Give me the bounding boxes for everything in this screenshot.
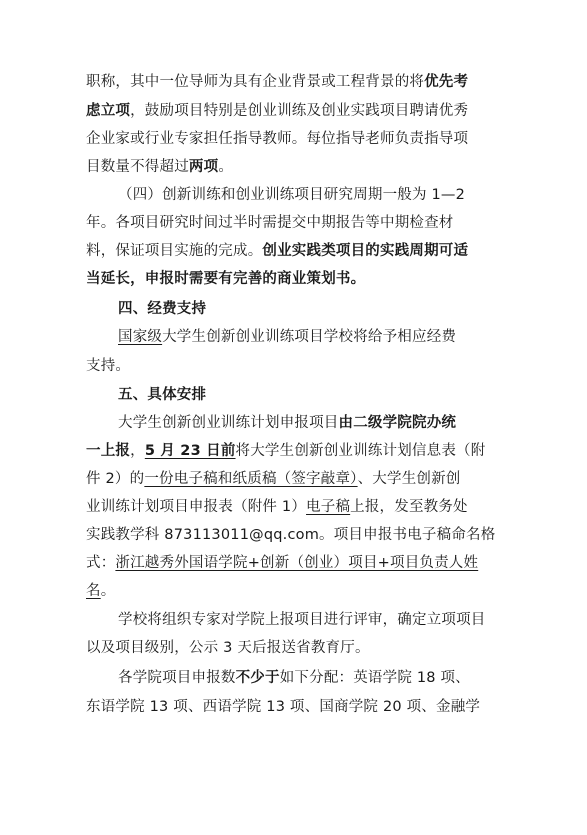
text-line (118, 413, 502, 433)
text-line (86, 441, 502, 461)
text-line: 学校将组织专家对学院上报项目进行评审，确定立项项目 (118, 612, 486, 628)
text-line (86, 157, 502, 177)
text-line: 年。各项目研究时间过半时需提交中期报告等中期检查材 (86, 215, 454, 231)
text-line (86, 497, 502, 517)
bold-text: 创业实践类项目的实践周期可适 (262, 243, 469, 259)
bold-text: 由二级学院院办统 (338, 415, 457, 431)
text-line: 支持。 (86, 358, 131, 374)
text-run: 目数量不得超过 (86, 159, 189, 175)
text-line: 以及项目级别，公示 3 天后报送省教育厅。 (86, 640, 370, 656)
text-run: ， (130, 443, 145, 459)
text-run: 式： (86, 555, 116, 571)
underlined-text: 名 (86, 583, 101, 599)
text-run: 职称，其中一位导师为具有企业背景或工程背景的将 (86, 74, 425, 90)
text-line (86, 101, 502, 121)
text-line (86, 72, 502, 92)
bold-text: 不少于 (235, 670, 280, 686)
text-line: 企业家或行业专家担任指导教师。每位指导老师负责指导项 (86, 131, 469, 147)
text-line (86, 241, 502, 261)
text-run: 料，保证项目实施的完成。 (86, 243, 263, 259)
text-run: 件 2）的 (86, 471, 145, 487)
text-line: 实践教学科 873113011@qq.com。项目申报书电子稿命名格 (86, 527, 496, 543)
text-run: 如下分配：英语学院 18 项、 (279, 670, 470, 686)
text-run: 大学生创新创业训练计划申报项目 (118, 415, 339, 431)
text-run: 业训练计划项目申报表（附件 1） (86, 499, 307, 515)
underlined-text: 国家级 (118, 329, 163, 345)
text-run: 。 (218, 159, 234, 175)
text-line (118, 327, 502, 347)
text-line: 东语学院 13 项、西语学院 13 项、国商学院 20 项、金融学 (86, 699, 481, 715)
text-line (86, 553, 502, 573)
bold-text: 虑立项 (86, 103, 131, 119)
text-run: 各学院项目申报数 (118, 670, 236, 686)
underlined-text: 一份电子稿和纸质稿（签字敲章） (144, 471, 358, 487)
text-run: ，鼓励项目特别是创业训练及创业实践项目聘请优秀 (130, 103, 469, 119)
underlined-text: 浙江越秀外国语学院+创新（创业）项目+项目负责人姓 (115, 555, 479, 571)
text-run: 将大学生创新创业训练计划信息表（附 (235, 443, 486, 459)
text-line (118, 668, 502, 688)
text-line (86, 581, 502, 601)
text-line: （四）创新训练和创业训练项目研究周期一般为 1—2 (118, 187, 466, 203)
bold-text: 优先考 (424, 74, 469, 90)
section-heading: 四、经费支持 (118, 301, 207, 317)
text-run: 、大学生创新创 (357, 471, 461, 487)
underlined-text: 电子稿 (306, 499, 351, 515)
bold-text: 一上报 (86, 443, 131, 459)
bold-text: 两项 (188, 159, 219, 175)
text-run: 上报，发至教务处 (350, 499, 468, 515)
text-run: 。 (100, 583, 116, 599)
bold-underlined-text: 5 月 23 日前 (144, 443, 236, 459)
text-run: 大学生创新创业训练项目学校将给予相应经费 (162, 329, 457, 345)
text-line: 当延长，申报时需要有完善的商业策划书。 (86, 271, 366, 287)
section-heading: 五、具体安排 (118, 387, 207, 403)
text-line (86, 469, 502, 489)
